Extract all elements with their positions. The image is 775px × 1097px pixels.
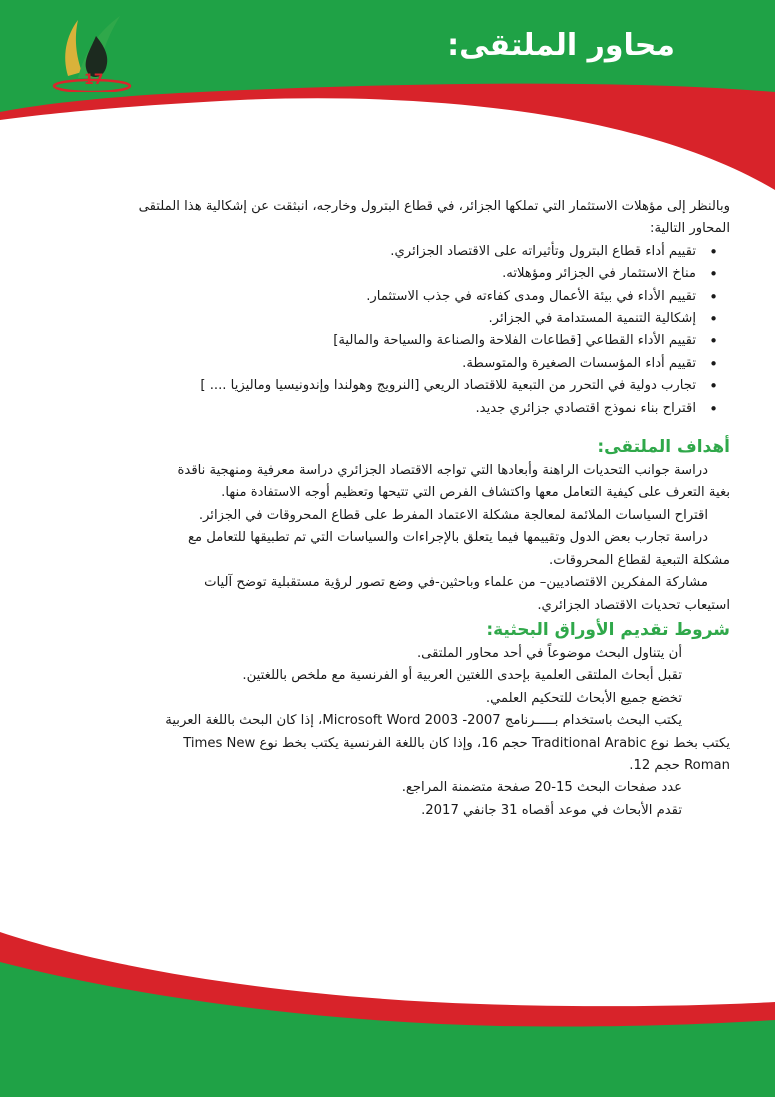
conference-logo bbox=[48, 6, 136, 98]
axis-item: • تقييم أداء المؤسسات الصغيرة والمتوسطة. bbox=[46, 353, 718, 375]
axis-item: • اقتراح بناء نموذج اقتصادي جزائري جديد. bbox=[46, 398, 718, 420]
logo-caption-bar bbox=[62, 92, 122, 95]
axes-list bbox=[46, 241, 730, 420]
axis-item: • تجارب دولية في التحرر من التبعية للاقتصاد الريعي [النرويج وهولندا وإندونيسيا وماليزيا .... ] bbox=[46, 375, 718, 397]
objective-line: استيعاب تحديات الاقتصاد الجزائري. bbox=[537, 597, 730, 613]
condition-line: تقدم الأبحاث في موعد أقصاه 31 جانفي 2017. bbox=[421, 802, 682, 818]
objectives-heading: أهداف الملتقى: bbox=[597, 437, 730, 458]
logo-number: 17 bbox=[84, 72, 104, 88]
objective-line: دراسة جوانب التحديات الراهنة وأبعادها التي تواجه الاقتصاد الجزائري دراسة معرفية ومنهجية ناقدة bbox=[177, 463, 708, 479]
intro-line: المحاور التالية: bbox=[650, 221, 730, 237]
objective-line: اقتراح السياسات الملائمة لمعالجة مشكلة الاعتماد المفرط على قطاع المحروقات في الجزائر. bbox=[198, 507, 708, 523]
objective-line: مشاركة المفكرين الاقتصاديين– من علماء وباحثين-في وضع تصور لرؤية مستقبلية توضح آليات bbox=[204, 575, 708, 591]
objective-line: دراسة تجارب بعض الدول وتقييمها فيما يتعلق بالإجراءات والسياسات التي تم تطبيقها للتعامل مع bbox=[187, 530, 708, 546]
conditions-heading: شروط تقديم الأوراق البحثية: bbox=[486, 619, 730, 640]
condition-line: Roman حجم 12. bbox=[629, 757, 730, 773]
objectives-section bbox=[46, 460, 730, 617]
condition-line: عدد صفحات البحث 15-20 صفحة متضمنة المراجع. bbox=[401, 780, 682, 796]
page-title: محاور الملتقى: bbox=[447, 28, 675, 63]
intro-line: وبالنظر إلى مؤهلات الاستثمار التي تملكها الجزائر، في قطاع البترول وخارجه، انبثقت عن إشكالية هذا الملتقى bbox=[138, 199, 730, 214]
footer-band bbox=[0, 932, 775, 1097]
objective-line: مشكلة التبعية لقطاع المحروقات. bbox=[549, 552, 730, 568]
objective-line: بغية التعرف على كيفية التعامل معها واكتشاف الفرص التي تتيحها وتعظيم أوجه الاستفادة منها. bbox=[221, 485, 730, 501]
condition-line: أن يتناول البحث موضوعاً في أحد محاور الملتقى. bbox=[416, 645, 682, 661]
axis-item: • تقييم الأداء في بيئة الأعمال ومدى كفاءته في جذب الاستثمار. bbox=[46, 286, 718, 308]
condition-line: يكتب البحث باستخدام بـــــرنامج Microsoft Word 2003 -2007، إذا كان البحث باللغة العربية bbox=[165, 713, 682, 729]
condition-line: يكتب بخط نوع Traditional Arabic حجم 16، وإذا كان باللغة الفرنسية يكتب بخط نوع Times New bbox=[183, 735, 730, 751]
axis-item: • تقييم أداء قطاع البترول وتأثيراته على الاقتصاد الجزائري. bbox=[46, 241, 718, 263]
axis-item: • تقييم الأداء القطاعي [قطاعات الفلاحة والصناعة والسياحة والمالية] bbox=[46, 330, 718, 352]
condition-line: تقبل أبحاث الملتقى العلمية بإحدى اللغتين العربية أو الفرنسية مع ملخص باللغتين. bbox=[242, 668, 682, 684]
axis-item: • مناخ الاستثمار في الجزائر ومؤهلاته. bbox=[46, 263, 718, 285]
conditions-section bbox=[46, 643, 730, 822]
condition-line: تخضع جميع الأبحاث للتحكيم العلمي. bbox=[485, 690, 682, 706]
main-content bbox=[46, 196, 730, 822]
logo-wheat-icon bbox=[65, 20, 82, 76]
axis-item: • إشكالية التنمية المستدامة في الجزائر. bbox=[46, 308, 718, 330]
